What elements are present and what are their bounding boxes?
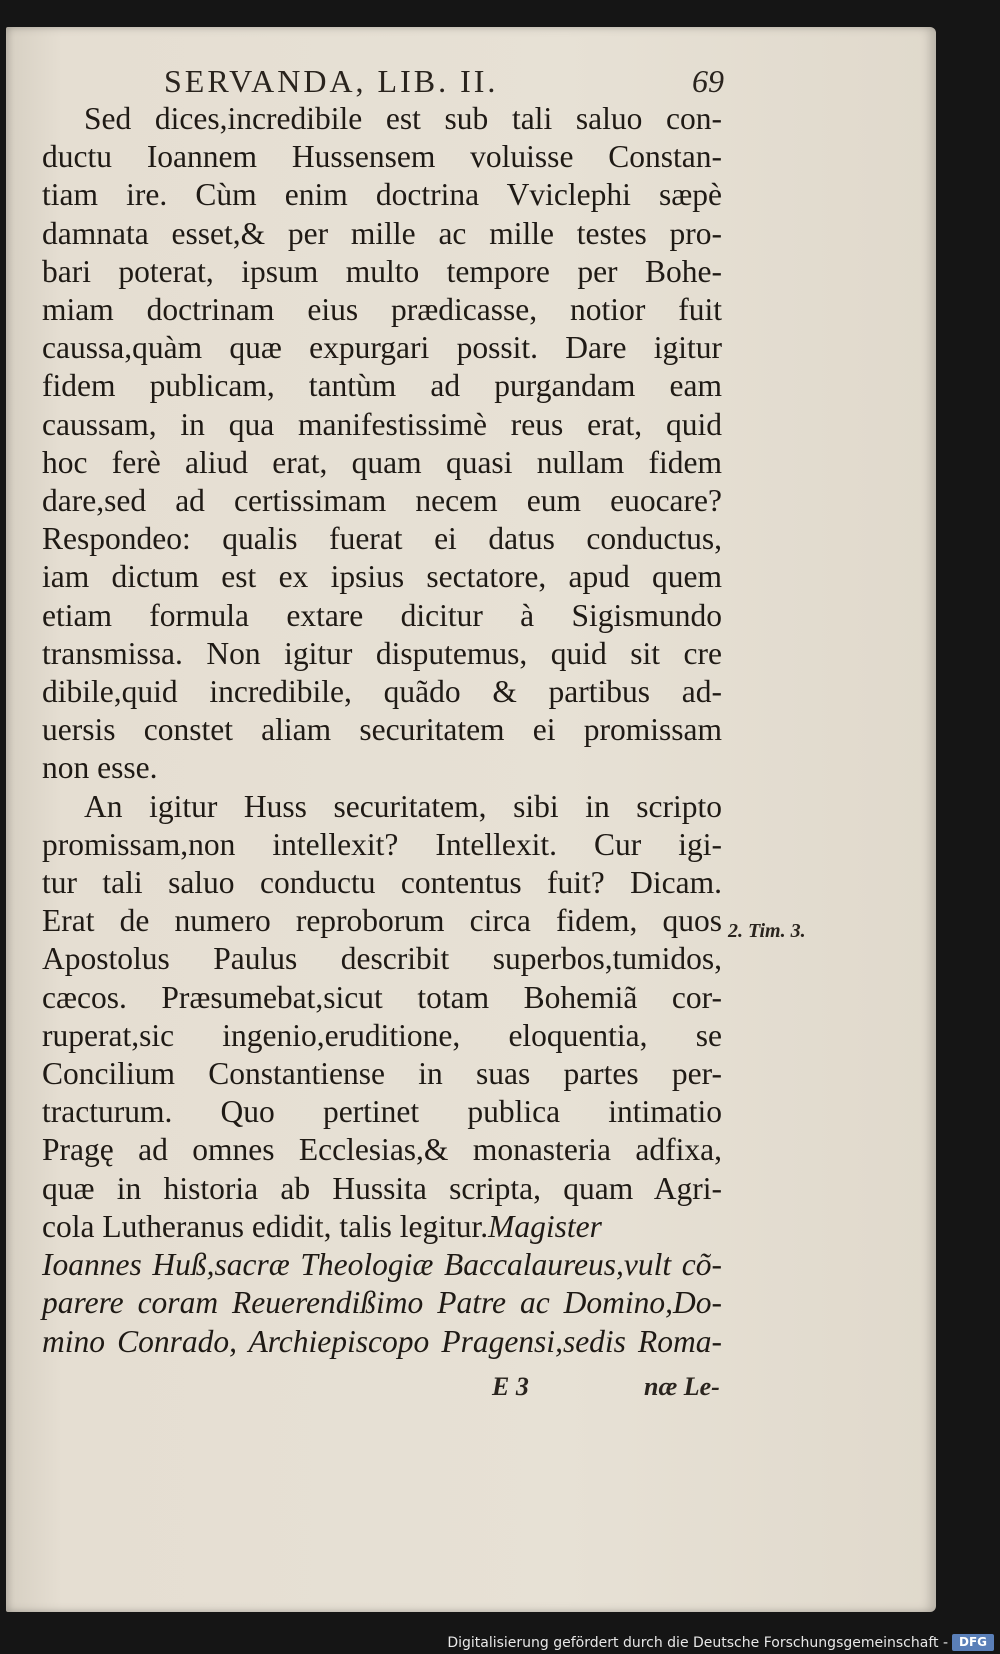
text-line: An igitur Huss securitatem, sibi in scripto [84, 788, 722, 824]
funding-bar [0, 1630, 1000, 1654]
dfg-logo: DFG [952, 1634, 994, 1651]
text-segment: cola Lutheranus edidit, talis legitur. [42, 1208, 489, 1244]
text-line: uersis constet aliam securitatem ei promissam [42, 712, 722, 748]
text-line: tracturum. Quo pertinet publica intimatio [42, 1094, 722, 1130]
signature-mark: E 3 [492, 1372, 529, 1401]
text-line: ruperat,sic ingenio,eruditione, eloquentia, se [42, 1017, 722, 1053]
marginal-note: 2. Tim. 3. [728, 920, 806, 942]
catchword: næ Le- [644, 1372, 720, 1401]
italic-text-segment: Magister [488, 1208, 602, 1244]
text-line: caussam, in qua manifestissimè reus erat, quid [42, 406, 722, 442]
text-line: Concilium Constantiense in suas partes per- [42, 1056, 722, 1092]
text-line: caussa,quàm quæ expurgari possit. Dare igitur [42, 330, 722, 366]
text-line: Erat de numero reproborum circa fidem, quos [42, 903, 722, 939]
text-line: Apostolus Paulus describit superbos,tumidos, [42, 941, 722, 977]
text-line: fidem publicam, tantùm ad purgandam eam [42, 368, 722, 404]
text-line: Sed dices,incredibile est sub tali saluo con- [84, 101, 722, 136]
body-text [42, 100, 722, 1361]
text-line: tiam ire. Cùm enim doctrina Vviclephi sæpè [42, 177, 722, 213]
text-line [42, 1208, 722, 1246]
page-header [164, 63, 724, 103]
running-head: SERVANDA, LIB. II. [164, 63, 499, 99]
text-line: damnata esset,& per mille ac mille testes pro- [42, 215, 722, 251]
italic-text-line: Ioannes Huß,sacræ Theologiæ Baccalaureus,vult cõ- [42, 1247, 722, 1283]
page-number: 69 [692, 63, 724, 99]
text-line: etiam formula extare dicitur à Sigismundo [42, 597, 722, 633]
text-line: bari poterat, ipsum multo tempore per Bohe- [42, 253, 722, 289]
text-line: Respondeo: qualis fuerat ei datus conductus, [42, 521, 722, 557]
text-line: Pragę ad omnes Ecclesias,& monasteria adfixa, [42, 1132, 722, 1168]
text-line: tur tali saluo conductu contentus fuit? Dicam. [42, 865, 722, 901]
text-line: transmissa. Non igitur disputemus, quid sit cre [42, 635, 722, 671]
text-line: hoc ferè aliud erat, quam quasi nullam fidem [42, 444, 722, 480]
text-line: cæcos. Præsumebat,sicut totam Bohemiã cor- [42, 979, 722, 1015]
italic-text-line: parere coram Reuerendißimo Patre ac Domino,Do- [42, 1285, 722, 1321]
text-line: dibile,quid incredibile, quãdo & partibus ad- [42, 674, 722, 710]
text-line: miam doctrinam eius prædicasse, notior fuit [42, 292, 722, 328]
text-line: iam dictum est ex ipsius sectatore, apud quem [42, 559, 722, 595]
text-line: dare,sed ad certissimam necem eum euocare? [42, 483, 722, 519]
funding-text: Digitalisierung gefördert durch die Deutsche Forschungsgemeinschaft - [447, 1635, 948, 1651]
text-line: quæ in historia ab Hussita scripta, quam Agri- [42, 1170, 722, 1206]
text-line: ductu Ioannem Hussensem voluisse Constan- [42, 139, 722, 175]
italic-text-line: mino Conrado, Archiepiscopo Pragensi,sedis Roma- [42, 1323, 722, 1359]
text-line: promissam,non intellexit? Intellexit. Cur igi- [42, 826, 722, 862]
text-line: non esse. [42, 750, 158, 786]
